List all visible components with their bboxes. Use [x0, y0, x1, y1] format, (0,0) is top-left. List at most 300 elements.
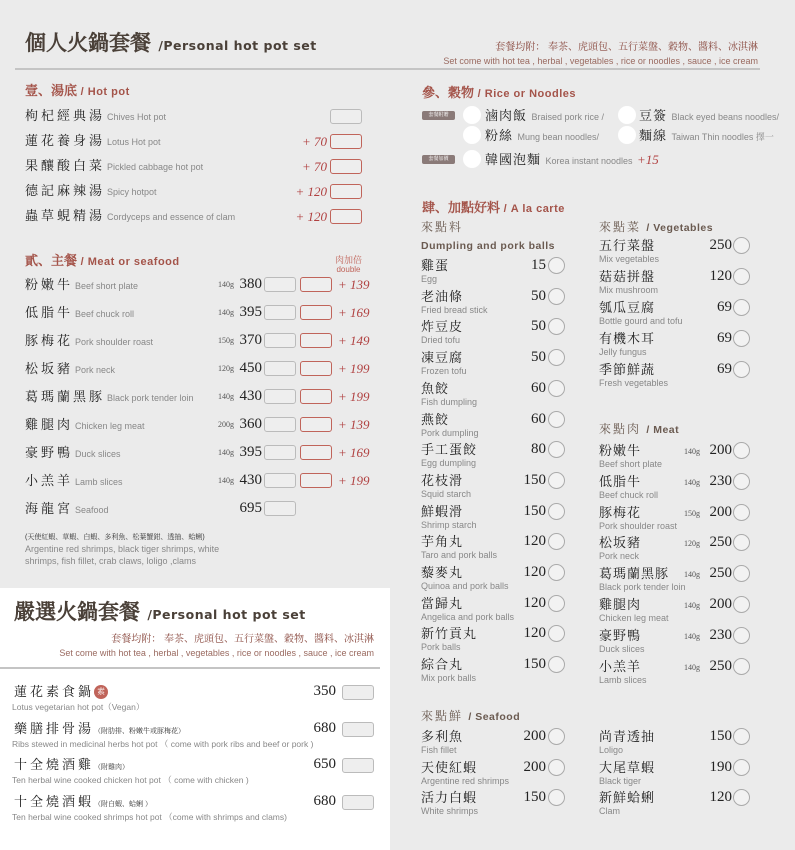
- option-korea-instant-noodles: [485, 151, 659, 169]
- title-zh: 個人火鍋套餐: [25, 30, 151, 55]
- hotpot-item: [25, 133, 161, 149]
- radio-taiwan-thin-noodles[interactable]: [618, 126, 636, 144]
- item-weight: 140g: [218, 392, 234, 401]
- item-name-zh: 新竹貢丸: [421, 627, 478, 643]
- item-name-en: Argentine red shrimps: [421, 775, 510, 786]
- item-name-zh: 活力白蝦: [421, 791, 478, 807]
- double-en: double: [336, 265, 361, 274]
- main-heading: [25, 253, 180, 270]
- item-weight: 140g: [218, 280, 234, 289]
- select-item-name: [14, 684, 108, 700]
- item-name-zh: 瓠瓜豆腐: [599, 301, 656, 316]
- meat-heading: [599, 422, 679, 437]
- item-price: 50: [531, 349, 546, 366]
- item-name-en: Black pork tender loin: [107, 393, 194, 403]
- meat-select-circle[interactable]: [733, 442, 750, 459]
- option-zh: 麵線: [639, 129, 668, 144]
- meat-select-circle[interactable]: [733, 534, 750, 551]
- dumpling-select-circle[interactable]: [548, 564, 565, 581]
- hotpot-item: [25, 183, 157, 199]
- vegan-badge: 素: [94, 685, 108, 699]
- item-price: 450: [239, 360, 262, 376]
- heading-en: / Rice or Noodles: [477, 88, 576, 100]
- extra-price: + 120: [295, 184, 327, 199]
- item-name-zh: 魚餃: [421, 381, 450, 397]
- option-zh: 滷肉飯: [485, 109, 528, 124]
- hotpot-item: [25, 108, 166, 124]
- item-name-zh: 十全燒酒雞: [14, 758, 95, 773]
- item-name-en: Egg dumpling: [421, 458, 477, 469]
- radio-korea-instant-noodles[interactable]: [463, 150, 481, 168]
- item-name-zh: 十全燒酒蝦: [14, 794, 95, 810]
- item-name-en: Lotus Hot pot: [107, 137, 161, 147]
- seafood-select-circle[interactable]: [548, 789, 565, 806]
- title-en: /Personal hot pot set: [158, 38, 317, 53]
- item-price: 200: [523, 758, 546, 775]
- item-name-zh: 德記麻辣湯: [25, 184, 106, 199]
- item-weight: 140g: [684, 447, 700, 456]
- item-name-en: Jelly fungus: [599, 347, 647, 357]
- main-item: [25, 305, 134, 321]
- vegetables-select-circle[interactable]: [733, 330, 750, 347]
- item-name-en: Fresh vegetables: [599, 378, 669, 388]
- item-price: 150: [523, 656, 546, 673]
- item-price: 370: [239, 332, 262, 348]
- double-price: + 199: [338, 361, 370, 376]
- select-item-name: [14, 757, 129, 773]
- item-price: 430: [239, 472, 262, 488]
- seafood-select-circle[interactable]: [733, 728, 750, 745]
- item-name-zh: 燕餃: [421, 412, 450, 428]
- item-name-en: Loligo: [599, 745, 624, 755]
- main-item: [25, 389, 194, 405]
- vegetables-select-circle[interactable]: [733, 299, 750, 316]
- main-item: [25, 277, 138, 293]
- item-name-zh: 低脂牛: [599, 474, 642, 490]
- heading-en: / A la carte: [503, 203, 565, 215]
- item-name-en: Duck slices: [599, 643, 645, 654]
- rice-heading: [422, 85, 576, 102]
- item-name-en: Beef chuck roll: [75, 309, 135, 319]
- item-price: 350: [313, 683, 336, 699]
- seafood-select-circle[interactable]: [548, 759, 565, 776]
- item-name-en: Pork neck: [599, 551, 640, 562]
- item-price: 200: [523, 728, 546, 744]
- dumpling-select-circle[interactable]: [548, 472, 565, 489]
- item-name-zh: 凍豆腐: [421, 351, 464, 367]
- item-weight: 140g: [684, 477, 700, 487]
- seafood-select-circle[interactable]: [548, 728, 565, 745]
- item-name-zh: 雞腿肉: [599, 598, 642, 613]
- item-name-en: Angelica and pork balls: [421, 611, 515, 622]
- item-price: 650: [313, 756, 336, 772]
- vegetables-select-circle[interactable]: [733, 237, 750, 254]
- item-name-en: Lamb slices: [599, 674, 647, 685]
- item-name-zh: 豚梅花: [599, 505, 642, 521]
- main-select-box[interactable]: [264, 305, 296, 320]
- item-name-zh: 天使紅蝦: [421, 760, 478, 776]
- item-name-en: Pork dumpling: [421, 427, 479, 438]
- item-price: 120: [709, 268, 732, 284]
- item-name-zh: 綜合丸: [421, 658, 464, 674]
- main-select-box[interactable]: [264, 361, 296, 376]
- alacarte-heading: [422, 200, 565, 217]
- item-price: 50: [531, 287, 546, 304]
- item-price: 430: [239, 388, 262, 404]
- main-item: [25, 501, 109, 517]
- dumpling-select-circle[interactable]: [548, 288, 565, 305]
- item-price: 120: [709, 789, 732, 806]
- item-name-en: Frozen tofu: [421, 366, 467, 377]
- dumpling-select-circle[interactable]: [548, 349, 565, 366]
- item-note: （附雞肉）: [94, 764, 130, 771]
- option-en: Mung bean noodles/: [517, 132, 600, 142]
- item-weight: 150g: [218, 336, 234, 345]
- item-price: 680: [313, 719, 336, 736]
- option-extra: +15: [636, 152, 659, 167]
- hotpot-select-box[interactable]: [330, 209, 362, 224]
- heading-zh: 貳、主餐: [25, 253, 78, 268]
- badge-included: 套餐附贈: [422, 111, 455, 120]
- item-name-zh: 松坂豬: [25, 362, 74, 377]
- main-select-box[interactable]: [264, 473, 296, 488]
- item-name-en: Fish fillet: [421, 745, 457, 755]
- item-price: 360: [239, 416, 262, 432]
- item-name-zh: 有機木耳: [599, 332, 656, 347]
- item-weight: 140g: [684, 601, 700, 610]
- double-price: + 199: [338, 473, 370, 488]
- heading-en: / Meat: [646, 424, 680, 436]
- item-name-en: Beef short plate: [75, 281, 139, 291]
- item-name-zh: 大尾草蝦: [599, 760, 656, 776]
- divider: [15, 68, 760, 70]
- item-name-zh: 葛瑪蘭黑豚: [599, 567, 670, 583]
- item-name-en: Ten herbal wine cooked chicken hot pot （ come with chicken ): [12, 775, 249, 785]
- item-price: 60: [531, 379, 546, 396]
- item-name-zh: 多利魚: [421, 730, 464, 745]
- item-price: 380: [239, 276, 262, 292]
- option-en: Braised pork rice /: [531, 112, 604, 122]
- select-item-name: [14, 721, 185, 737]
- item-price: 250: [709, 534, 732, 551]
- subheading-text: Dumpling and pork balls: [421, 240, 556, 252]
- item-price: 69: [717, 299, 732, 315]
- main-item: [25, 473, 123, 489]
- item-name-en: Fish dumpling: [421, 396, 478, 407]
- main-select-box[interactable]: [264, 333, 296, 348]
- hotpot-item: [25, 158, 203, 174]
- heading-zh: 來點肉: [599, 422, 642, 436]
- item-name-zh: 鮮蝦滑: [421, 504, 464, 520]
- hotpot-item: [25, 208, 235, 224]
- item-name-zh: 老油條: [421, 289, 464, 305]
- extra-price: + 120: [295, 209, 327, 224]
- item-name-en: Pickled cabbage hot pot: [107, 162, 204, 172]
- item-weight: 120g: [684, 539, 700, 549]
- double-price: + 199: [338, 389, 370, 404]
- item-name-en: Lamb slices: [75, 477, 123, 487]
- item-name-zh: 花枝滑: [421, 473, 464, 489]
- set-info-en: Set come with hot tea , herbal , vegetables , rice or noodles , sauce , ice cream: [443, 56, 758, 66]
- item-name-zh: 蟲草蜆精湯: [25, 209, 106, 224]
- title-en: /Personal hot pot set: [147, 607, 306, 622]
- item-name-en: White shrimps: [421, 806, 479, 817]
- select-set-box[interactable]: [342, 685, 374, 700]
- meat-select-circle[interactable]: [733, 504, 750, 521]
- item-name-en: Squid starch: [421, 488, 472, 499]
- item-name-en: Chives Hot pot: [107, 112, 167, 122]
- double-price: + 149: [338, 333, 370, 348]
- item-name-zh: 蓮花素食鍋: [14, 685, 95, 700]
- item-name-en: Cordyceps and essence of clam: [107, 212, 236, 222]
- item-weight: 200g: [218, 420, 234, 429]
- item-name-en: Spicy hotpot: [107, 187, 157, 197]
- double-select-box[interactable]: [300, 333, 332, 348]
- meat-select-circle[interactable]: [733, 565, 750, 582]
- dumpling-select-circle[interactable]: [548, 257, 565, 274]
- main-item: [25, 417, 145, 433]
- item-name-zh: 炸豆皮: [421, 320, 464, 336]
- item-name-en: Chicken leg meat: [75, 421, 145, 431]
- item-name-zh: 豪野鴨: [599, 628, 642, 644]
- main-item: [25, 333, 153, 349]
- item-name-en: Lotus vegetarian hot pot（Vegan）: [12, 702, 145, 712]
- item-price: 50: [531, 318, 546, 335]
- double-select-box[interactable]: [300, 361, 332, 376]
- dumpling-select-circle[interactable]: [548, 656, 565, 673]
- item-price: 190: [709, 758, 732, 775]
- heading-en: / Vegetables: [646, 222, 714, 234]
- hotpot-heading: [25, 83, 130, 100]
- dumpling-select-circle[interactable]: [548, 503, 565, 520]
- option-mung-bean-noodles: [485, 127, 599, 145]
- item-name-zh: 蓮花養身湯: [25, 134, 106, 149]
- item-price: 395: [239, 304, 262, 320]
- item-name-en: Ribs stewed in medicinal herbs hot pot （ come with pork ribs and beef or pork ): [12, 738, 314, 749]
- dumpling-heading: 來點料: [421, 220, 464, 234]
- item-name-zh: 當歸丸: [421, 596, 464, 612]
- dumpling-select-circle[interactable]: [548, 533, 565, 550]
- item-price: 250: [709, 565, 732, 582]
- item-name-en: Chicken leg meat: [599, 613, 669, 623]
- select-set-box[interactable]: [342, 795, 374, 810]
- dumpling-select-circle[interactable]: [548, 380, 565, 397]
- item-name-zh: 季節鮮蔬: [599, 363, 656, 378]
- select-set-box[interactable]: [342, 722, 374, 737]
- double-price: + 139: [338, 417, 370, 432]
- item-price: 200: [709, 442, 732, 458]
- item-price: 150: [523, 502, 546, 519]
- item-price: 120: [523, 625, 546, 642]
- item-name-en: Ten herbal wine cooked shrimps hot pot （come with shrimps and clams): [12, 811, 287, 822]
- title-zh: 嚴選火鍋套餐: [14, 599, 140, 624]
- vegetables-heading: [599, 220, 713, 235]
- set-info-zh: 套餐均附： 奉茶、虎頭包、五行菜盤、穀物、醬料、冰淇淋: [495, 42, 758, 53]
- item-name-en: Pork balls: [421, 642, 461, 653]
- option-zh: 韓國泡麵: [485, 153, 542, 168]
- item-name-zh: 枸杞經典湯: [25, 109, 106, 124]
- dumpling-select-circle[interactable]: [548, 441, 565, 458]
- item-name-en: Fried bread stick: [421, 304, 488, 315]
- double-price: + 169: [338, 305, 370, 320]
- hotpot-select-box[interactable]: [330, 134, 362, 149]
- heading-zh: 來點菜: [599, 220, 642, 234]
- item-name-zh: 藥膳排骨湯: [14, 721, 95, 737]
- radio-black-eyed-beans-noodles[interactable]: [618, 106, 636, 124]
- meat-select-circle[interactable]: [733, 658, 750, 675]
- double-select-box[interactable]: [300, 417, 332, 432]
- item-name-zh: 藜麥丸: [421, 566, 464, 581]
- double-select-box[interactable]: [300, 305, 332, 320]
- item-price: 250: [709, 237, 732, 253]
- item-weight: 120g: [218, 364, 234, 373]
- heading-en: / Meat or seafood: [80, 256, 180, 268]
- item-name-en: Duck slices: [75, 449, 121, 459]
- item-name-zh: 五行菜盤: [599, 239, 656, 254]
- double-select-box[interactable]: [300, 277, 332, 292]
- item-name-en: Clam: [599, 806, 621, 817]
- double-select-box[interactable]: [300, 445, 332, 460]
- main-select-box[interactable]: [264, 417, 296, 432]
- select-info-en: Set come with hot tea , herbal , vegetables , rice or noodles , sauce , ice cream: [59, 648, 374, 658]
- double-price: + 139: [338, 277, 370, 292]
- item-name-en: Pork shoulder roast: [75, 337, 154, 347]
- hotpot-select-box[interactable]: [330, 159, 362, 174]
- item-name-zh: 豪野鴨: [25, 446, 74, 461]
- main-select-box[interactable]: [264, 277, 296, 292]
- seafood-select-circle[interactable]: [733, 789, 750, 806]
- option-taiwan-thin-noodles: [639, 127, 774, 145]
- dumpling-select-circle[interactable]: [548, 411, 565, 428]
- extra-price: + 70: [301, 159, 327, 174]
- item-name-zh: 雞蛋: [421, 259, 450, 274]
- vegetables-select-circle[interactable]: [733, 268, 750, 285]
- item-name-en: Dried tofu: [421, 335, 461, 346]
- radio-braised-pork-rice[interactable]: [463, 106, 481, 124]
- radio-mung-bean-noodles[interactable]: [463, 126, 481, 144]
- item-name-en: Mix vegetables: [599, 254, 660, 264]
- option-en: Korea instant noodles: [545, 156, 633, 166]
- item-name-zh: 小羔羊: [25, 474, 74, 489]
- item-name-en: Pork neck: [75, 365, 116, 375]
- option-en: Taiwan Thin noodles 擇一: [671, 132, 774, 142]
- main-select-box[interactable]: [264, 501, 296, 516]
- item-name-zh: 低脂牛: [25, 306, 74, 321]
- vegetables-select-circle[interactable]: [733, 361, 750, 378]
- select-set-box[interactable]: [342, 758, 374, 773]
- seafood-note-en-2: shrimps, fish fillet, crab claws, loligo ,clams: [25, 556, 197, 566]
- main-item: [25, 445, 121, 461]
- item-name-zh: 粉嫩牛: [599, 444, 642, 459]
- item-note: （附白蝦、蛤蜊 ）: [94, 800, 152, 808]
- item-name-zh: 豚梅花: [25, 334, 74, 349]
- item-name-zh: 手工蛋餃: [421, 443, 478, 459]
- seafood-note-en-1: Argentine red shrimps, black tiger shrimps, white: [25, 544, 220, 554]
- double-label: [335, 255, 362, 274]
- item-name-zh: 果釀酸白菜: [25, 159, 106, 174]
- select-title: [14, 599, 306, 624]
- item-name-en: Bottle gourd and tofu: [599, 316, 683, 326]
- seafood-heading: [421, 709, 520, 724]
- item-price: 150: [523, 471, 546, 488]
- item-price: 200: [709, 596, 732, 612]
- option-black-eyed-beans: [639, 107, 779, 125]
- heading-zh: 來點鮮: [421, 709, 464, 723]
- seafood-select-circle[interactable]: [733, 759, 750, 776]
- item-name-zh: 尚青透抽: [599, 730, 656, 745]
- item-name-zh: 小羔羊: [599, 659, 642, 675]
- page-title: [25, 30, 317, 55]
- item-price: 695: [239, 500, 262, 516]
- double-zh: 肉加倍: [335, 255, 363, 265]
- item-price: 120: [523, 564, 546, 580]
- item-name-zh: 葛瑪蘭黑豚: [25, 390, 106, 405]
- item-weight: 150g: [684, 508, 700, 518]
- item-name-en: Black tiger: [599, 775, 642, 786]
- item-price: 200: [709, 503, 732, 520]
- meat-select-circle[interactable]: [733, 627, 750, 644]
- item-name-zh: 松坂豬: [599, 536, 642, 552]
- meat-select-circle[interactable]: [733, 473, 750, 490]
- item-name-zh: 菇菇拼盤: [599, 270, 656, 285]
- item-price: 120: [523, 533, 546, 550]
- dumpling-select-circle[interactable]: [548, 318, 565, 335]
- select-info-zh: 套餐均附： 奉茶、虎頭包、五行菜盤、穀物、醬料、冰淇淋: [111, 634, 374, 645]
- item-name-zh: 粉嫩牛: [25, 278, 74, 293]
- dumpling-subheading: [421, 238, 555, 253]
- badge-extra-charge: 套餐加價: [422, 155, 455, 164]
- item-price: 69: [717, 361, 732, 377]
- item-name-en: Mix mushroom: [599, 285, 659, 295]
- item-price: 60: [531, 410, 546, 427]
- item-name-en: Beef chuck roll: [599, 489, 659, 500]
- item-name-zh: 新鮮蛤蜊: [599, 791, 656, 807]
- main-item: [25, 361, 115, 377]
- divider: [0, 667, 380, 669]
- item-note: （附肋排、粉嫩牛或豚梅花）: [94, 727, 186, 735]
- heading-en: / Seafood: [468, 711, 521, 723]
- item-name-en: Egg: [421, 274, 438, 284]
- item-name-zh: 芋角丸: [421, 535, 464, 551]
- heading-zh: 壹、湯底: [25, 83, 78, 98]
- meat-select-circle[interactable]: [733, 596, 750, 613]
- item-price: 120: [523, 594, 546, 611]
- item-weight: 140g: [218, 448, 234, 457]
- item-name-en: Quinoa and pork balls: [421, 581, 509, 591]
- item-price: 680: [313, 792, 336, 809]
- item-name-en: Black pork tender loin: [599, 582, 686, 593]
- item-name-en: Pork shoulder roast: [599, 520, 678, 531]
- main-select-box[interactable]: [264, 445, 296, 460]
- item-price: 230: [709, 626, 732, 643]
- item-price: 230: [709, 472, 732, 489]
- select-set-panel: [0, 588, 390, 850]
- hotpot-select-box[interactable]: [330, 184, 362, 199]
- main-select-box[interactable]: [264, 389, 296, 404]
- item-price: 80: [531, 441, 546, 458]
- double-select-box[interactable]: [300, 389, 332, 404]
- item-weight: 140g: [684, 570, 700, 580]
- double-select-box[interactable]: [300, 473, 332, 488]
- item-weight: 140g: [684, 662, 700, 672]
- dumpling-select-circle[interactable]: [548, 595, 565, 612]
- item-price: 15: [531, 257, 546, 273]
- select-item-name: [14, 794, 152, 810]
- item-weight: 140g: [218, 308, 234, 317]
- item-name-en: Taro and pork balls: [421, 550, 498, 561]
- dumpling-select-circle[interactable]: [548, 625, 565, 642]
- hotpot-select-box[interactable]: [330, 109, 362, 124]
